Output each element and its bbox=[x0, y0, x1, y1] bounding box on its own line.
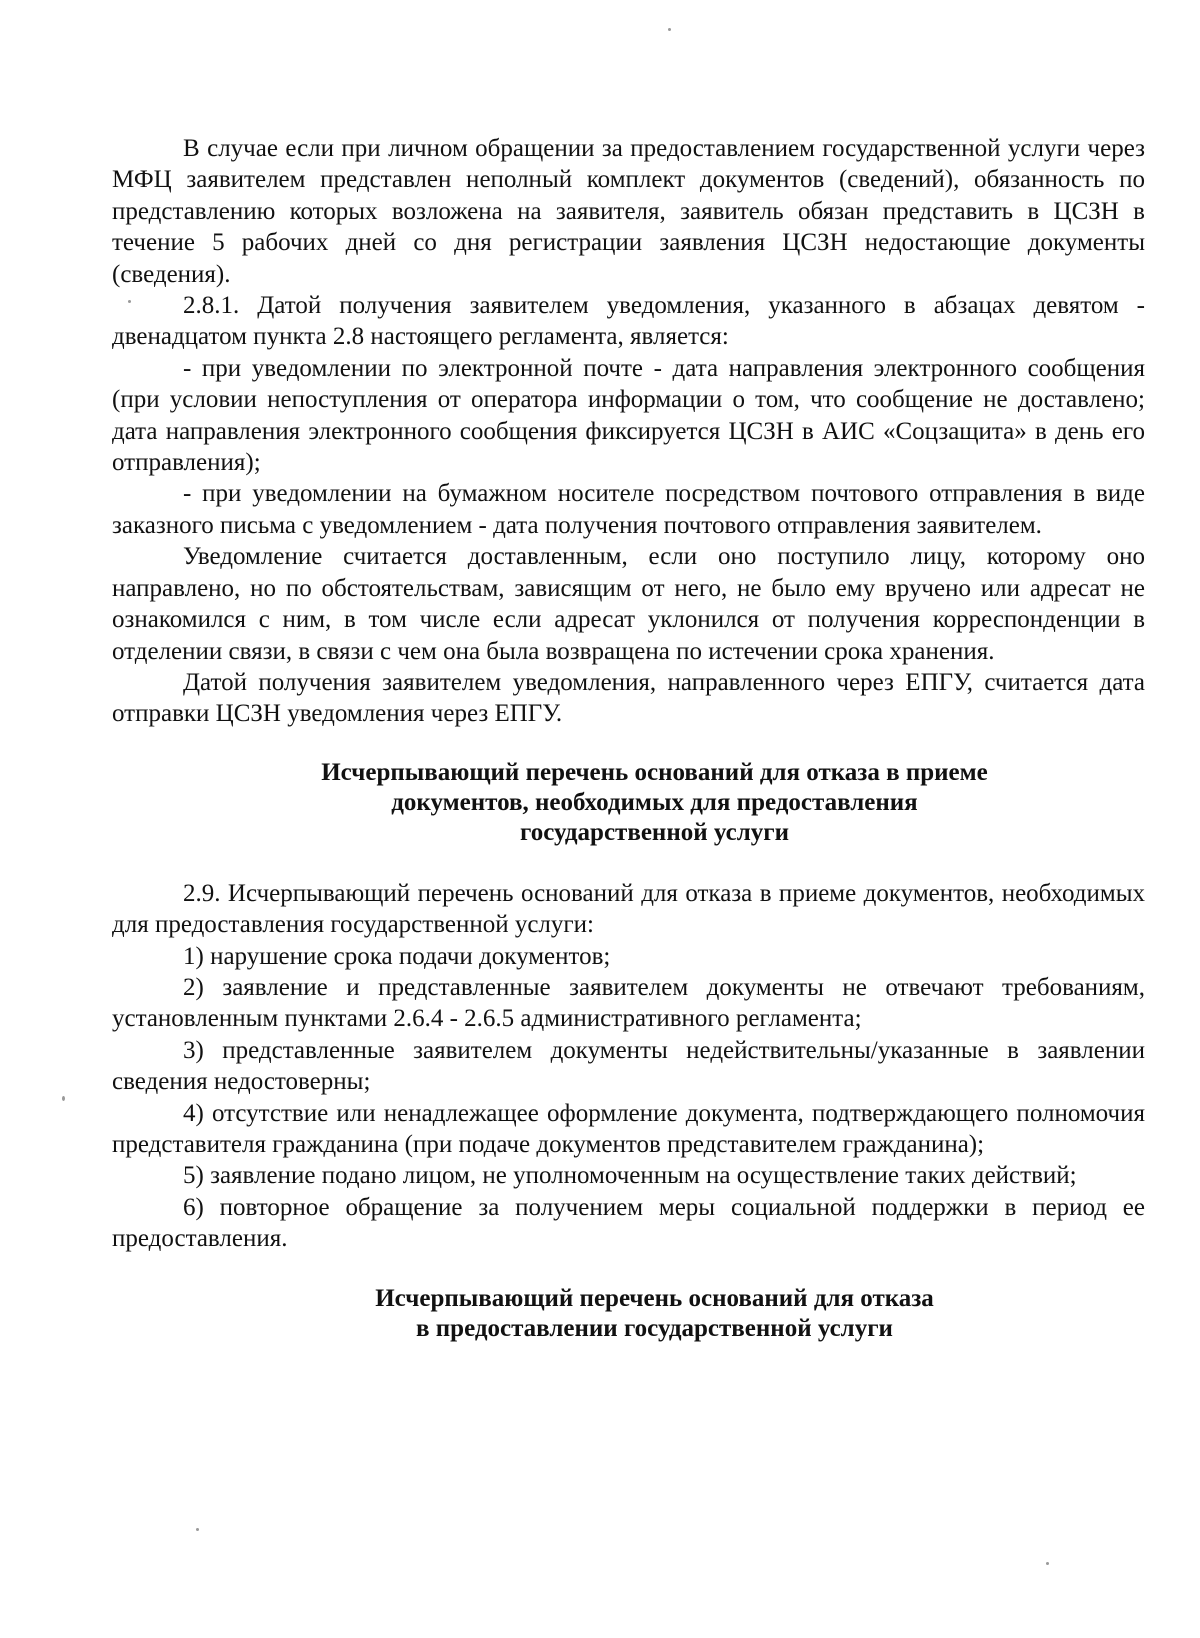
scan-speck bbox=[196, 1528, 199, 1531]
scan-speck bbox=[1046, 1562, 1049, 1565]
paragraph-epgu-notice: Датой получения заявителем уведомления, направленного через ЕПГУ, считается дата отправки ЦСЗН уведомления через ЕПГУ. bbox=[112, 668, 1145, 728]
list-item-5: 5) заявление подано лицом, не уполномоченным на осуществление таких действий; bbox=[183, 1162, 1077, 1190]
heading-line: в предоставлении государственной услуги bbox=[416, 1314, 893, 1342]
heading-line: государственной услуги bbox=[519, 818, 790, 846]
scan-speck bbox=[668, 28, 671, 31]
list-item-6: 6) повторное обращение за получением меры социальной поддержки в период ее предоставления. bbox=[112, 1193, 1145, 1253]
heading-line: Исчерпывающий перечень оснований для отказа bbox=[375, 1284, 934, 1312]
list-item-2: 2) заявление и представленные заявителем документы не отвечают требованиям, установленным пунктами 2.6.4 - 2.6.5 административного регламента; bbox=[112, 973, 1145, 1033]
paragraph-incomplete-documents: В случае если при личном обращении за предоставлением государственной услуги через МФЦ заявителем представлен неполный комплект документов (сведений), обязанность по представлению которых возложена на заявителя, заявитель обязан представить в ЦСЗН в течение 5 рабочих дней со дня регистрации заявления ЦСЗН недостающие документы (сведения). bbox=[112, 135, 1145, 288]
list-item-4: 4) отсутствие или ненадлежащее оформление документа, подтверждающего полномочия представителя гражданина (при подаче документов представителем гражданина); bbox=[112, 1099, 1145, 1158]
heading-line: документов, необходимых для предоставления bbox=[391, 788, 918, 816]
paragraph-2-9: 2.9. Исчерпывающий перечень оснований для отказа в приеме документов, необходимых для предоставления государственной услуги: bbox=[112, 879, 1145, 939]
list-item-3: 3) представленные заявителем документы недействительны/указанные в заявлении сведения недостоверны; bbox=[112, 1036, 1145, 1096]
scan-speck bbox=[62, 1096, 65, 1101]
section-heading-refusal-acceptance bbox=[112, 758, 1145, 848]
section-heading-refusal-service bbox=[112, 1284, 1145, 1344]
list-item-1: 1) нарушение срока подачи документов; bbox=[183, 942, 611, 970]
document-body bbox=[112, 133, 1145, 1344]
paragraph-paper-notice: - при уведомлении на бумажном носителе посредством почтового отправления в виде заказного письма с уведомлением - дата получения почтового отправления заявителем. bbox=[112, 480, 1145, 539]
paragraph-2-8-1: 2.8.1. Датой получения заявителем уведомления, указанного в абзацах девятом - двенадцатом пункта 2.8 настоящего регламента, является: bbox=[112, 292, 1145, 351]
paragraph-delivered-notice: Уведомление считается доставленным, если оно поступило лицу, которому оно направлено, но по обстоятельствам, зависящим от него, не было ему вручено или адресат не ознакомился с ним, в том числе если адресат уклонился от получения корреспонденции в отделении связи, в связи с чем она была возвращена по истечении срока хранения. bbox=[112, 543, 1145, 665]
heading-line: Исчерпывающий перечень оснований для отказа в приеме bbox=[321, 758, 988, 786]
paragraph-email-notice: - при уведомлении по электронной почте - дата направления электронного сообщения (при условии непоступления от оператора информации о том, что сообщение не доставлено; дата направления электронного сообщения фиксируется ЦСЗН в АИС «Соцзащита» в день его отправления); bbox=[112, 354, 1145, 477]
